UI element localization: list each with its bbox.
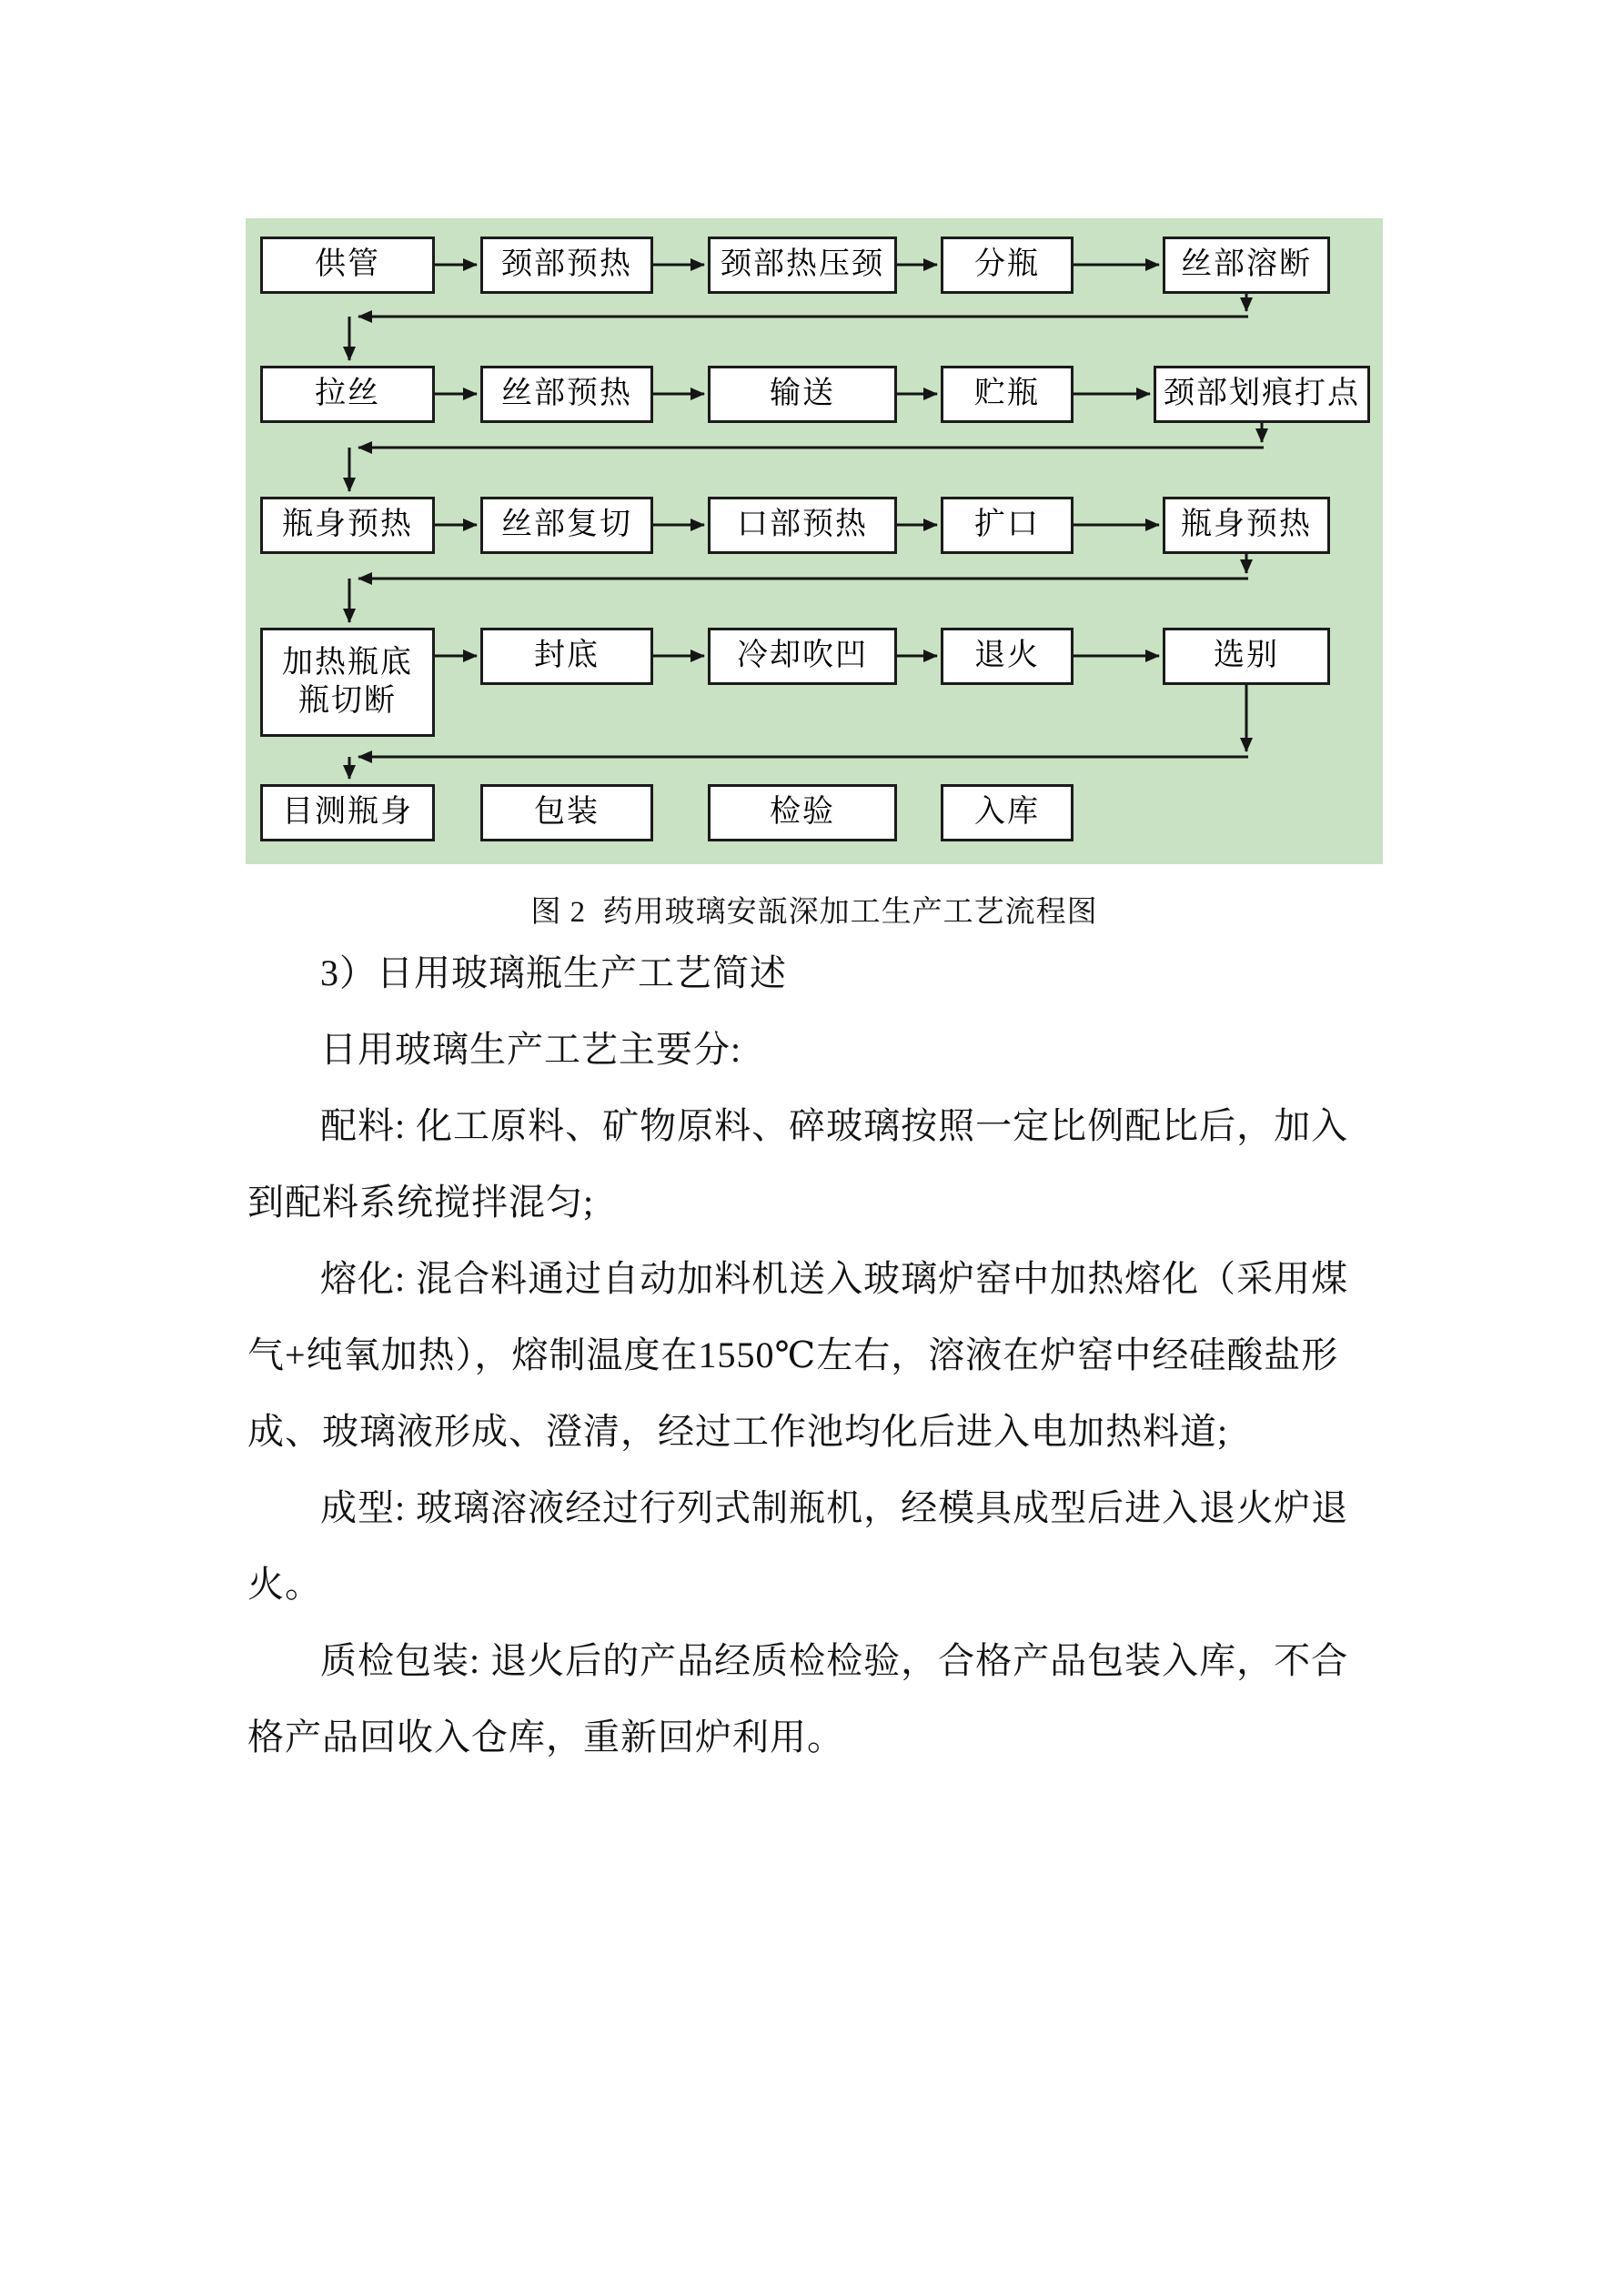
flow-box: 分瓶 bbox=[941, 237, 1074, 294]
flow-box: 颈部预热 bbox=[480, 237, 653, 294]
body-line: 成型: 玻璃溶液经过行列式制瓶机，经模具成型后进入退火炉退 bbox=[320, 1487, 1349, 1528]
flow-box: 拉丝 bbox=[260, 366, 435, 423]
flow-box: 供管 bbox=[260, 237, 435, 294]
flow-box: 颈部划痕打点 bbox=[1154, 366, 1370, 423]
flow-box: 瓶身预热 bbox=[260, 497, 435, 554]
flow-box: 丝部复切 bbox=[480, 497, 653, 554]
body-line: 火。 bbox=[247, 1564, 322, 1605]
flow-box: 贮瓶 bbox=[941, 366, 1074, 423]
flow-box: 丝部预热 bbox=[480, 366, 653, 423]
flow-box: 选别 bbox=[1163, 628, 1330, 685]
flow-box: 输送 bbox=[708, 366, 897, 423]
flow-box-label: 加热瓶底 bbox=[282, 645, 413, 680]
flow-box: 颈部热压颈 bbox=[708, 237, 897, 294]
flow-box: 冷却吹凹 bbox=[708, 628, 897, 685]
body-line: 到配料系统搅拌混匀; bbox=[247, 1182, 595, 1223]
flow-box: 包装 bbox=[480, 784, 653, 841]
figure-caption: 图 2 药用玻璃安瓿深加工生产工艺流程图 bbox=[530, 896, 1098, 929]
body-line: 配料: 化工原料、矿物原料、碎玻璃按照一定比例配比后，加入 bbox=[320, 1105, 1349, 1146]
flow-box: 瓶身预热 bbox=[1163, 497, 1330, 554]
body-line: 质检包装: 退火后的产品经质检检验，合格产品包装入库，不合 bbox=[320, 1640, 1349, 1681]
flow-box: 封底 bbox=[480, 628, 653, 685]
flow-box: 目测瓶身 bbox=[260, 784, 435, 841]
body-line: 日用玻璃生产工艺主要分: bbox=[320, 1029, 742, 1070]
flow-box bbox=[260, 628, 435, 737]
flow-box: 扩口 bbox=[941, 497, 1074, 554]
flowchart-panel bbox=[246, 218, 1383, 864]
body-text bbox=[247, 935, 1386, 1776]
flow-box: 检验 bbox=[708, 784, 897, 841]
flow-box: 丝部溶断 bbox=[1163, 237, 1330, 294]
body-line: 熔化: 混合料通过自动加料机送入玻璃炉窑中加热熔化（采用煤 bbox=[320, 1258, 1349, 1299]
body-line: 气+纯氧加热），熔制温度在1550℃左右，溶液在炉窑中经硅酸盐形 bbox=[247, 1334, 1339, 1375]
flow-box-label: 瓶切断 bbox=[298, 684, 397, 718]
body-line: 成、玻璃液形成、澄清，经过工作池均化后进入电加热料道; bbox=[247, 1411, 1229, 1452]
body-line: 格产品回收入仓库，重新回炉利用。 bbox=[247, 1717, 844, 1757]
flow-box: 退火 bbox=[941, 628, 1074, 685]
flow-box: 口部预热 bbox=[708, 497, 897, 554]
section-heading: 3）日用玻璃瓶生产工艺简述 bbox=[320, 952, 787, 993]
flow-box: 入库 bbox=[941, 784, 1074, 841]
